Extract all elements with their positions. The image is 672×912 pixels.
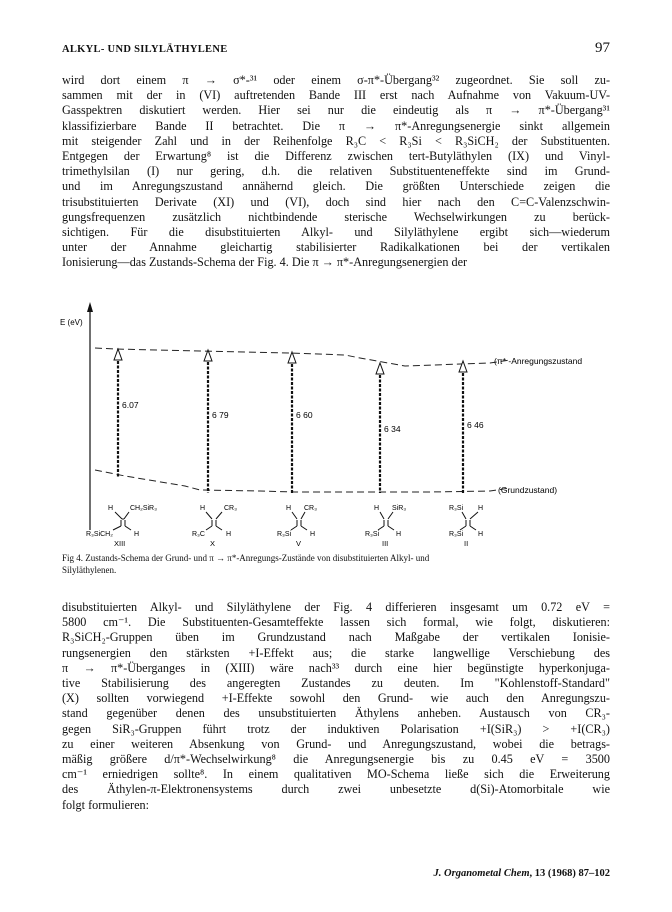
text-line: mit steigender Zahl und in der Reihenfolge R₃C < R₃Si < R₃SiCH₂ der Substituenten. [62,133,610,148]
compound-label: II [464,539,469,548]
text-line: trimethylsilan (I) nur gering, d.h. die relativen Substituenteneffekte sind im Grund- [62,164,610,179]
excited-state-label: (π* -Anregungszustand [494,356,583,366]
figure-caption [62,552,610,576]
structure-iii [365,505,406,548]
text-line: des Äthylen-π-Elektronensystems durch zwei unbesetzte d(Si)-Atomorbitale wie [62,782,610,797]
paragraph-top [62,73,610,271]
text-line: zu einer weiteren Absenkung von Grund- und Anregungszustand, wobei die betrags- [62,736,610,751]
compound-label: III [382,539,389,548]
compound-label: X [210,539,216,548]
page-number: 97 [595,40,610,56]
text-line: Gasspektren diskutiert werden. Hier sei nur die eindeutig als π → π*-Übergang³¹ [62,103,610,118]
svg-text:R₃C: R₃C [192,531,205,538]
svg-text:H: H [478,531,484,538]
svg-text:R₃Si: R₃Si [277,531,292,538]
svg-text:R₃Si: R₃Si [365,531,380,538]
text-line: sichtigen. Für die disubstituierten Alkyl- und Silyläthylene ergibt sich—wiederum [62,225,610,240]
transition-value: 6 46 [467,420,484,430]
transition-value: 6 60 [296,410,313,420]
figure-4 [0,300,672,550]
paragraph-bottom [62,600,610,813]
journal-name: J. Organometal Chem [433,868,530,879]
y-axis-arrow [87,302,93,312]
transition-ii [459,361,484,493]
svg-text:CR₃: CR₃ [304,505,317,512]
text-line: und im Anregungszustand annähernd gleich. Die größten Unterschiede zeigen die [62,179,610,194]
svg-text:CH₂SiR₃: CH₂SiR₃ [130,505,157,512]
svg-text:H: H [286,505,292,512]
footer-citation [434,868,610,879]
svg-text:H: H [226,531,232,538]
excited-state-line [95,348,510,366]
svg-text:H: H [310,531,316,538]
journal-volume: , 13 (1968) 87–102 [529,868,610,879]
running-title: ALKYL- UND SILYLÄTHYLENE [62,44,228,55]
svg-text:CR₃: CR₃ [224,505,237,512]
text-line: folgt formulieren: [62,797,149,812]
compound-label: V [296,539,302,548]
svg-text:SiR₃: SiR₃ [392,505,407,512]
text-line: disubstituierten Alkyl- und Silyläthylene der Fig. 4 differieren insgesamt um 0.72 eV = [62,600,610,614]
svg-text:H: H [478,505,484,512]
text-line: unter der Annahme gleichartig stabilisierter Radikalkationen bei der vertikalen [62,240,610,255]
svg-text:H: H [396,531,402,538]
text-line: trisubstituierten Derivate (XI) und (VI), doch sind hier nach den C=C-Valenzschwin- [62,194,610,209]
caption-line: Silyläthylenen. [62,565,117,575]
transition-xiii [114,349,139,478]
y-axis-label: E (eV) [60,318,83,327]
svg-text:H: H [200,505,206,512]
text-line: R₃SiCH₂-Gruppen üben im Grundzustand nach Maßgabe der vertikalen Ionisie- [62,630,610,645]
compound-label: XIII [114,539,126,548]
transition-v [288,352,313,493]
transition-value: 6 34 [384,424,401,434]
structure-xiii [86,505,157,548]
text-line: mäßig größere d/π*-Wechselwirkung⁸ die Anregungsenergie bis zu 0.45 eV = 3500 [62,752,610,767]
transition-iii [376,363,401,493]
text-line: Ionisierung—das Zustands-Schema der Fig. 4. Die π → π*-Anregungsenergien der [62,255,468,270]
page-header [62,38,610,60]
text-line: stand gegenüber denen des unsubstituierten Äthylens anheben. Austausch von CR₃- [62,706,610,721]
structure-x [192,505,237,548]
energy-level-diagram [0,300,672,550]
text-line: wird dort einem π → σ*-³¹ oder einem σ-π*-Übergang³² zugeordnet. Sie soll zu- [62,73,610,87]
text-line: tive Stabilisierung des angeregten Zustandes zu deuten. Im "Kohlenstoff-Standard" [62,676,610,691]
transition-x [204,350,229,493]
transition-value: 6.07 [122,400,139,410]
ground-state-line [95,470,510,492]
svg-text:R₃Si: R₃Si [449,505,464,512]
text-line: π → π*-Überganges in (XIII) wäre nach³³ durch eine hier begünstigte hyperkonjuga- [62,660,610,675]
text-line: (X) sollten vorwiegend +I-Effekte sowohl den Grund- wie auch den Anregungszu- [62,691,610,706]
text-line: sammen mit der in (VI) auftretenden Bande III erst nach Aufnahme von Vakuum-UV- [62,88,610,103]
structure-v [277,505,317,548]
text-line: rungsenergien den stärksten +I-Effekt aus; die starke langwellige Verschiebung des [62,645,610,660]
caption-line: Fig 4. Zustands-Schema der Grund- und π → π*-Anregungs-Zustände von disubstituierten Alkyl- und [62,553,430,563]
ground-state-label: (Grundzustand) [498,485,558,495]
svg-text:H: H [374,505,380,512]
text-line: gungsfrequenzen zusätzlich nichtbindende sterische Wechselwirkungen zu berück- [62,209,610,224]
text-line: Entgegen der Erwartung⁸ ist die Differenz zwischen tert-Butyläthylen (IX) und Vinyl- [62,149,610,164]
svg-text:R₃SiCH₂: R₃SiCH₂ [86,531,113,538]
svg-text:H: H [134,531,140,538]
text-line: cm⁻¹ erniedrigen sollte⁸. In einem qualitativen MO-Schema ließe sich die Erweiterung [62,767,610,782]
text-line: 5800 cm⁻¹. Die Substituenten-Gesamteffekte lassen sich formal, wie folgt, diskutieren: [62,615,610,630]
svg-text:R₃Si: R₃Si [449,531,464,538]
transition-value: 6 79 [212,410,229,420]
text-line: klassifizierbare Bande II betrachtet. Die π → π*-Anregungsenergie sinkt allgemein [62,118,610,133]
svg-text:H: H [108,505,114,512]
text-line: gegen SiR₃-Gruppen führt trotz der induktiven Polarisation +I(SiR₃) > +I(CR₃) [62,721,610,736]
structure-ii [449,505,483,548]
